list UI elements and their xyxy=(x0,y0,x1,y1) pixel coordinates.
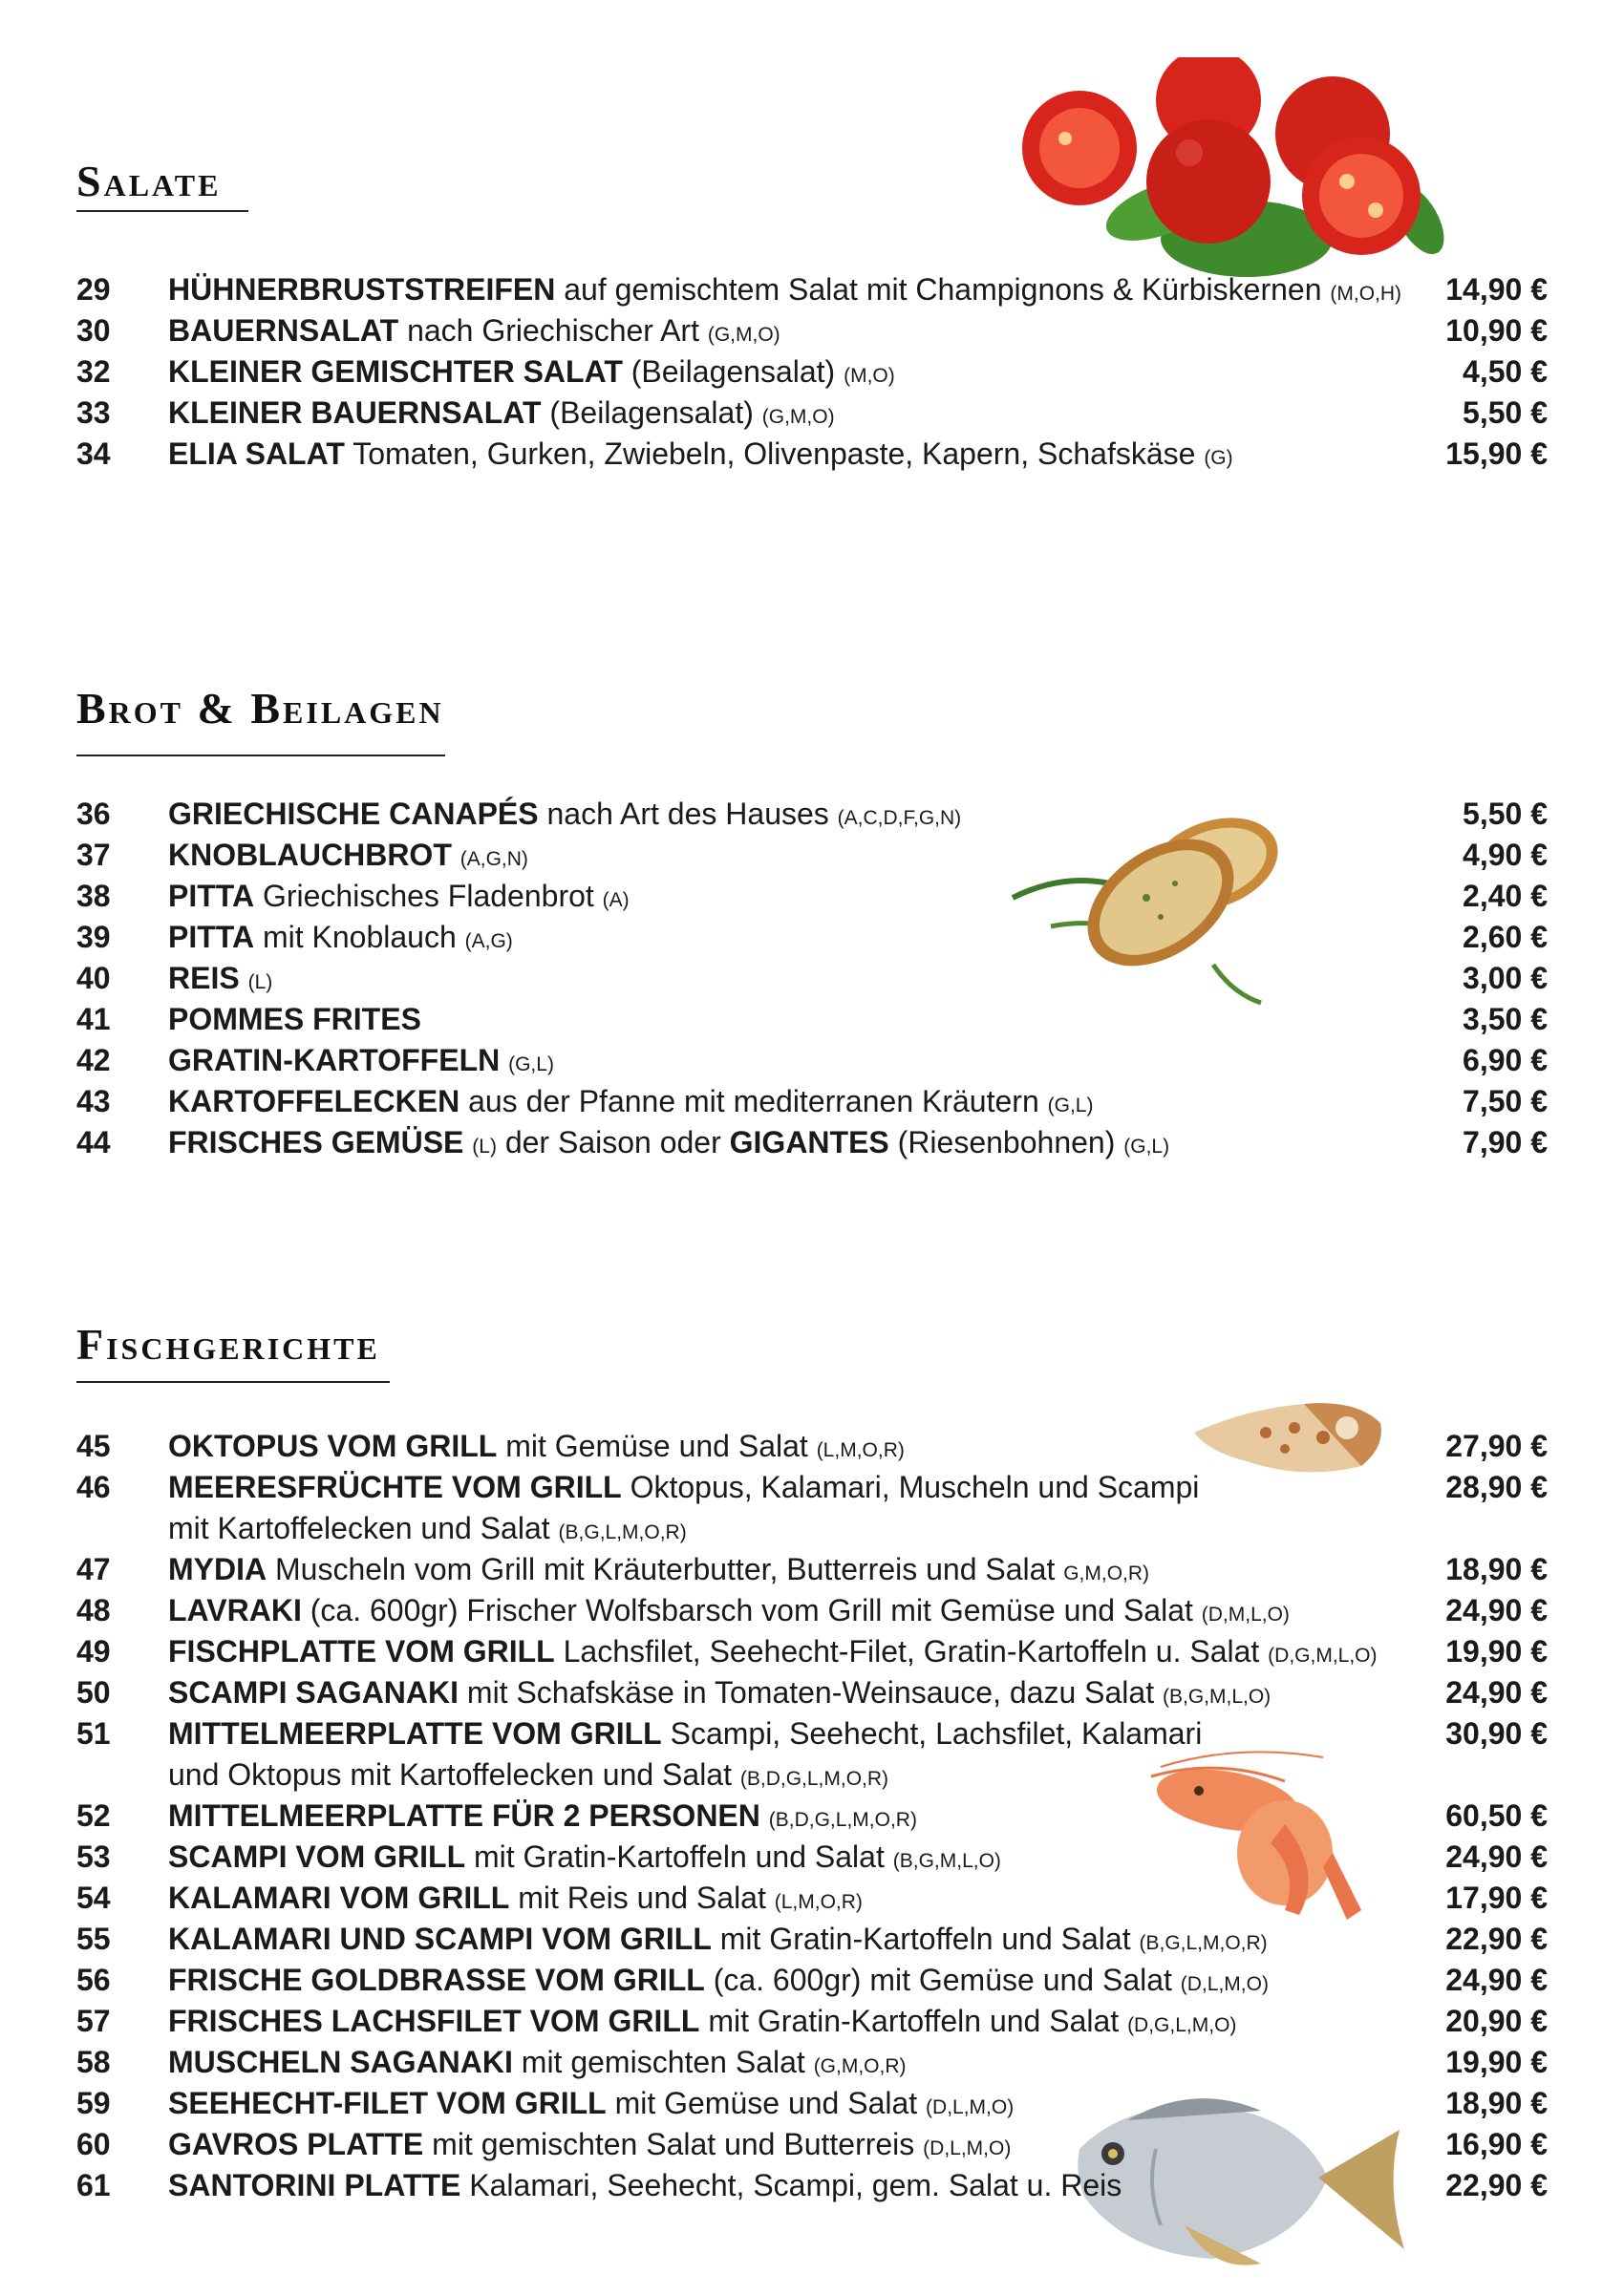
section-title-salate: Salate xyxy=(76,157,222,205)
menu-item: 50 SCAMPI SAGANAKI mit Schafskäse in Tomaten-Weinsauce, dazu Salat (B,G,M,L,O) 24,90 € xyxy=(76,1675,1548,1710)
menu-item xyxy=(76,2206,1548,2247)
menu-item: 29 HÜHNERBRUSTSTREIFEN auf gemischtem Salat mit Champignons & Kürbiskernen (M,O,H) 14,90 € xyxy=(76,272,1548,307)
menu-item: 36 GRIECHISCHE CANAPÉS nach Art des Hauses (A,C,D,F,G,N) 5,50 € xyxy=(76,797,1548,831)
menu-item: 30 BAUERNSALAT nach Griechischer Art (G,M,O) 10,90 € xyxy=(76,313,1548,348)
menu-item: 60 GAVROS PLATTE mit gemischten Salat und Butterreis (D,L,M,O) 16,90 € xyxy=(76,2127,1548,2161)
menu-item: 38 PITTA Griechisches Fladenbrot (A) 2,40 € xyxy=(76,879,1548,913)
section-underline xyxy=(76,755,445,756)
menu-item-continuation: und Oktopus mit Kartoffelecken und Salat (B,D,G,L,M,O,R) xyxy=(168,1757,889,1792)
brot-beilagen-list xyxy=(76,794,1548,1163)
menu-item: 58 MUSCHELN SAGANAKI mit gemischten Salat (G,M,O,R) 19,90 € xyxy=(76,2045,1548,2079)
menu-item: 59 SEEHECHT-FILET VOM GRILL mit Gemüse und Salat (D,L,M,O) 18,90 € xyxy=(76,2086,1548,2120)
salate-list xyxy=(76,269,1548,475)
menu-item: 39 PITTA mit Knoblauch (A,G) 2,60 € xyxy=(76,920,1548,954)
menu-item: 53 SCAMPI VOM GRILL mit Gratin-Kartoffeln und Salat (B,G,M,L,O) 24,90 € xyxy=(76,1839,1548,1874)
menu-item: 42 GRATIN-KARTOFFELN (G,L) 6,90 € xyxy=(76,1043,1548,1077)
section-title-brot-beilagen: Brot & Beilagen xyxy=(76,684,444,733)
menu-item: 47 MYDIA Muscheln vom Grill mit Kräuterbutter, Butterreis und Salat G,M,O,R) 18,90 € xyxy=(76,1552,1548,1586)
menu-item: 61 SANTORINI PLATTE Kalamari, Seehecht, Scampi, gem. Salat u. Reis 22,90 € xyxy=(76,2168,1548,2202)
menu-item: 43 KARTOFFELECKEN aus der Pfanne mit mediterranen Kräutern (G,L) 7,50 € xyxy=(76,1084,1548,1118)
fischgerichte-list xyxy=(76,1426,1548,2247)
tomato xyxy=(1146,119,1271,244)
menu-item: 41 POMMES FRITES 3,50 € xyxy=(76,1002,1548,1036)
tomato-basil-image xyxy=(1008,57,1447,287)
menu-item: 57 FRISCHES LACHSFILET VOM GRILL mit Gratin-Kartoffeln und Salat (D,G,L,M,O) 20,90 € xyxy=(76,2004,1548,2038)
menu-item: 44 FRISCHES GEMÜSE (L) der Saison oder GIGANTES (Riesenbohnen) (G,L) 7,90 € xyxy=(76,1125,1548,1159)
menu-item-continuation: mit Kartoffelecken und Salat (B,G,L,M,O,R) xyxy=(168,1511,687,1545)
menu-item: 56 FRISCHE GOLDBRASSE VOM GRILL (ca. 600gr) mit Gemüse und Salat (D,L,M,O) 24,90 € xyxy=(76,1963,1548,1997)
menu-item: 52 MITTELMEERPLATTE FÜR 2 PERSONEN (B,D,G,L,M,O,R) 60,50 € xyxy=(76,1798,1548,1833)
menu-item: 32 KLEINER GEMISCHTER SALAT (Beilagensalat) (M,O) 4,50 € xyxy=(76,354,1548,389)
menu-item: 54 KALAMARI VOM GRILL mit Reis und Salat (L,M,O,R) 17,90 € xyxy=(76,1881,1548,1915)
menu-item: 37 KNOBLAUCHBROT (A,G,N) 4,90 € xyxy=(76,838,1548,872)
menu-item: 49 FISCHPLATTE VOM GRILL Lachsfilet, Seehecht-Filet, Gratin-Kartoffeln u. Salat (D,G,M,L,O) 19,90 € xyxy=(76,1634,1548,1669)
section-title-fischgerichte: Fischgerichte xyxy=(76,1320,380,1369)
menu-item: 40 REIS (L) 3,00 € xyxy=(76,961,1548,995)
section-underline xyxy=(76,210,248,212)
menu-item: 55 KALAMARI UND SCAMPI VOM GRILL mit Gratin-Kartoffeln und Salat (B,G,L,M,O,R) 22,90 € xyxy=(76,1922,1548,1956)
menu-item: 34 ELIA SALAT Tomaten, Gurken, Zwiebeln, Olivenpaste, Kapern, Schafskäse (G) 15,90 € xyxy=(76,436,1548,471)
menu-item: 45 OKTOPUS VOM GRILL mit Gemüse und Salat (L,M,O,R) 27,90 € xyxy=(76,1429,1548,1463)
menu-item: 33 KLEINER BAUERNSALAT (Beilagensalat) (G,M,O) 5,50 € xyxy=(76,395,1548,430)
section-underline xyxy=(76,1381,390,1383)
menu-item: 46 MEERESFRÜCHTE VOM GRILL Oktopus, Kalamari, Muscheln und Scampi 28,90 € xyxy=(76,1470,1548,1504)
menu-item: 48 LAVRAKI (ca. 600gr) Frischer Wolfsbarsch vom Grill mit Gemüse und Salat (D,M,L,O) 24,90 € xyxy=(76,1593,1548,1627)
menu-item: 51 MITTELMEERPLATTE VOM GRILL Scampi, Seehecht, Lachsfilet, Kalamari 30,90 € xyxy=(76,1716,1548,1751)
